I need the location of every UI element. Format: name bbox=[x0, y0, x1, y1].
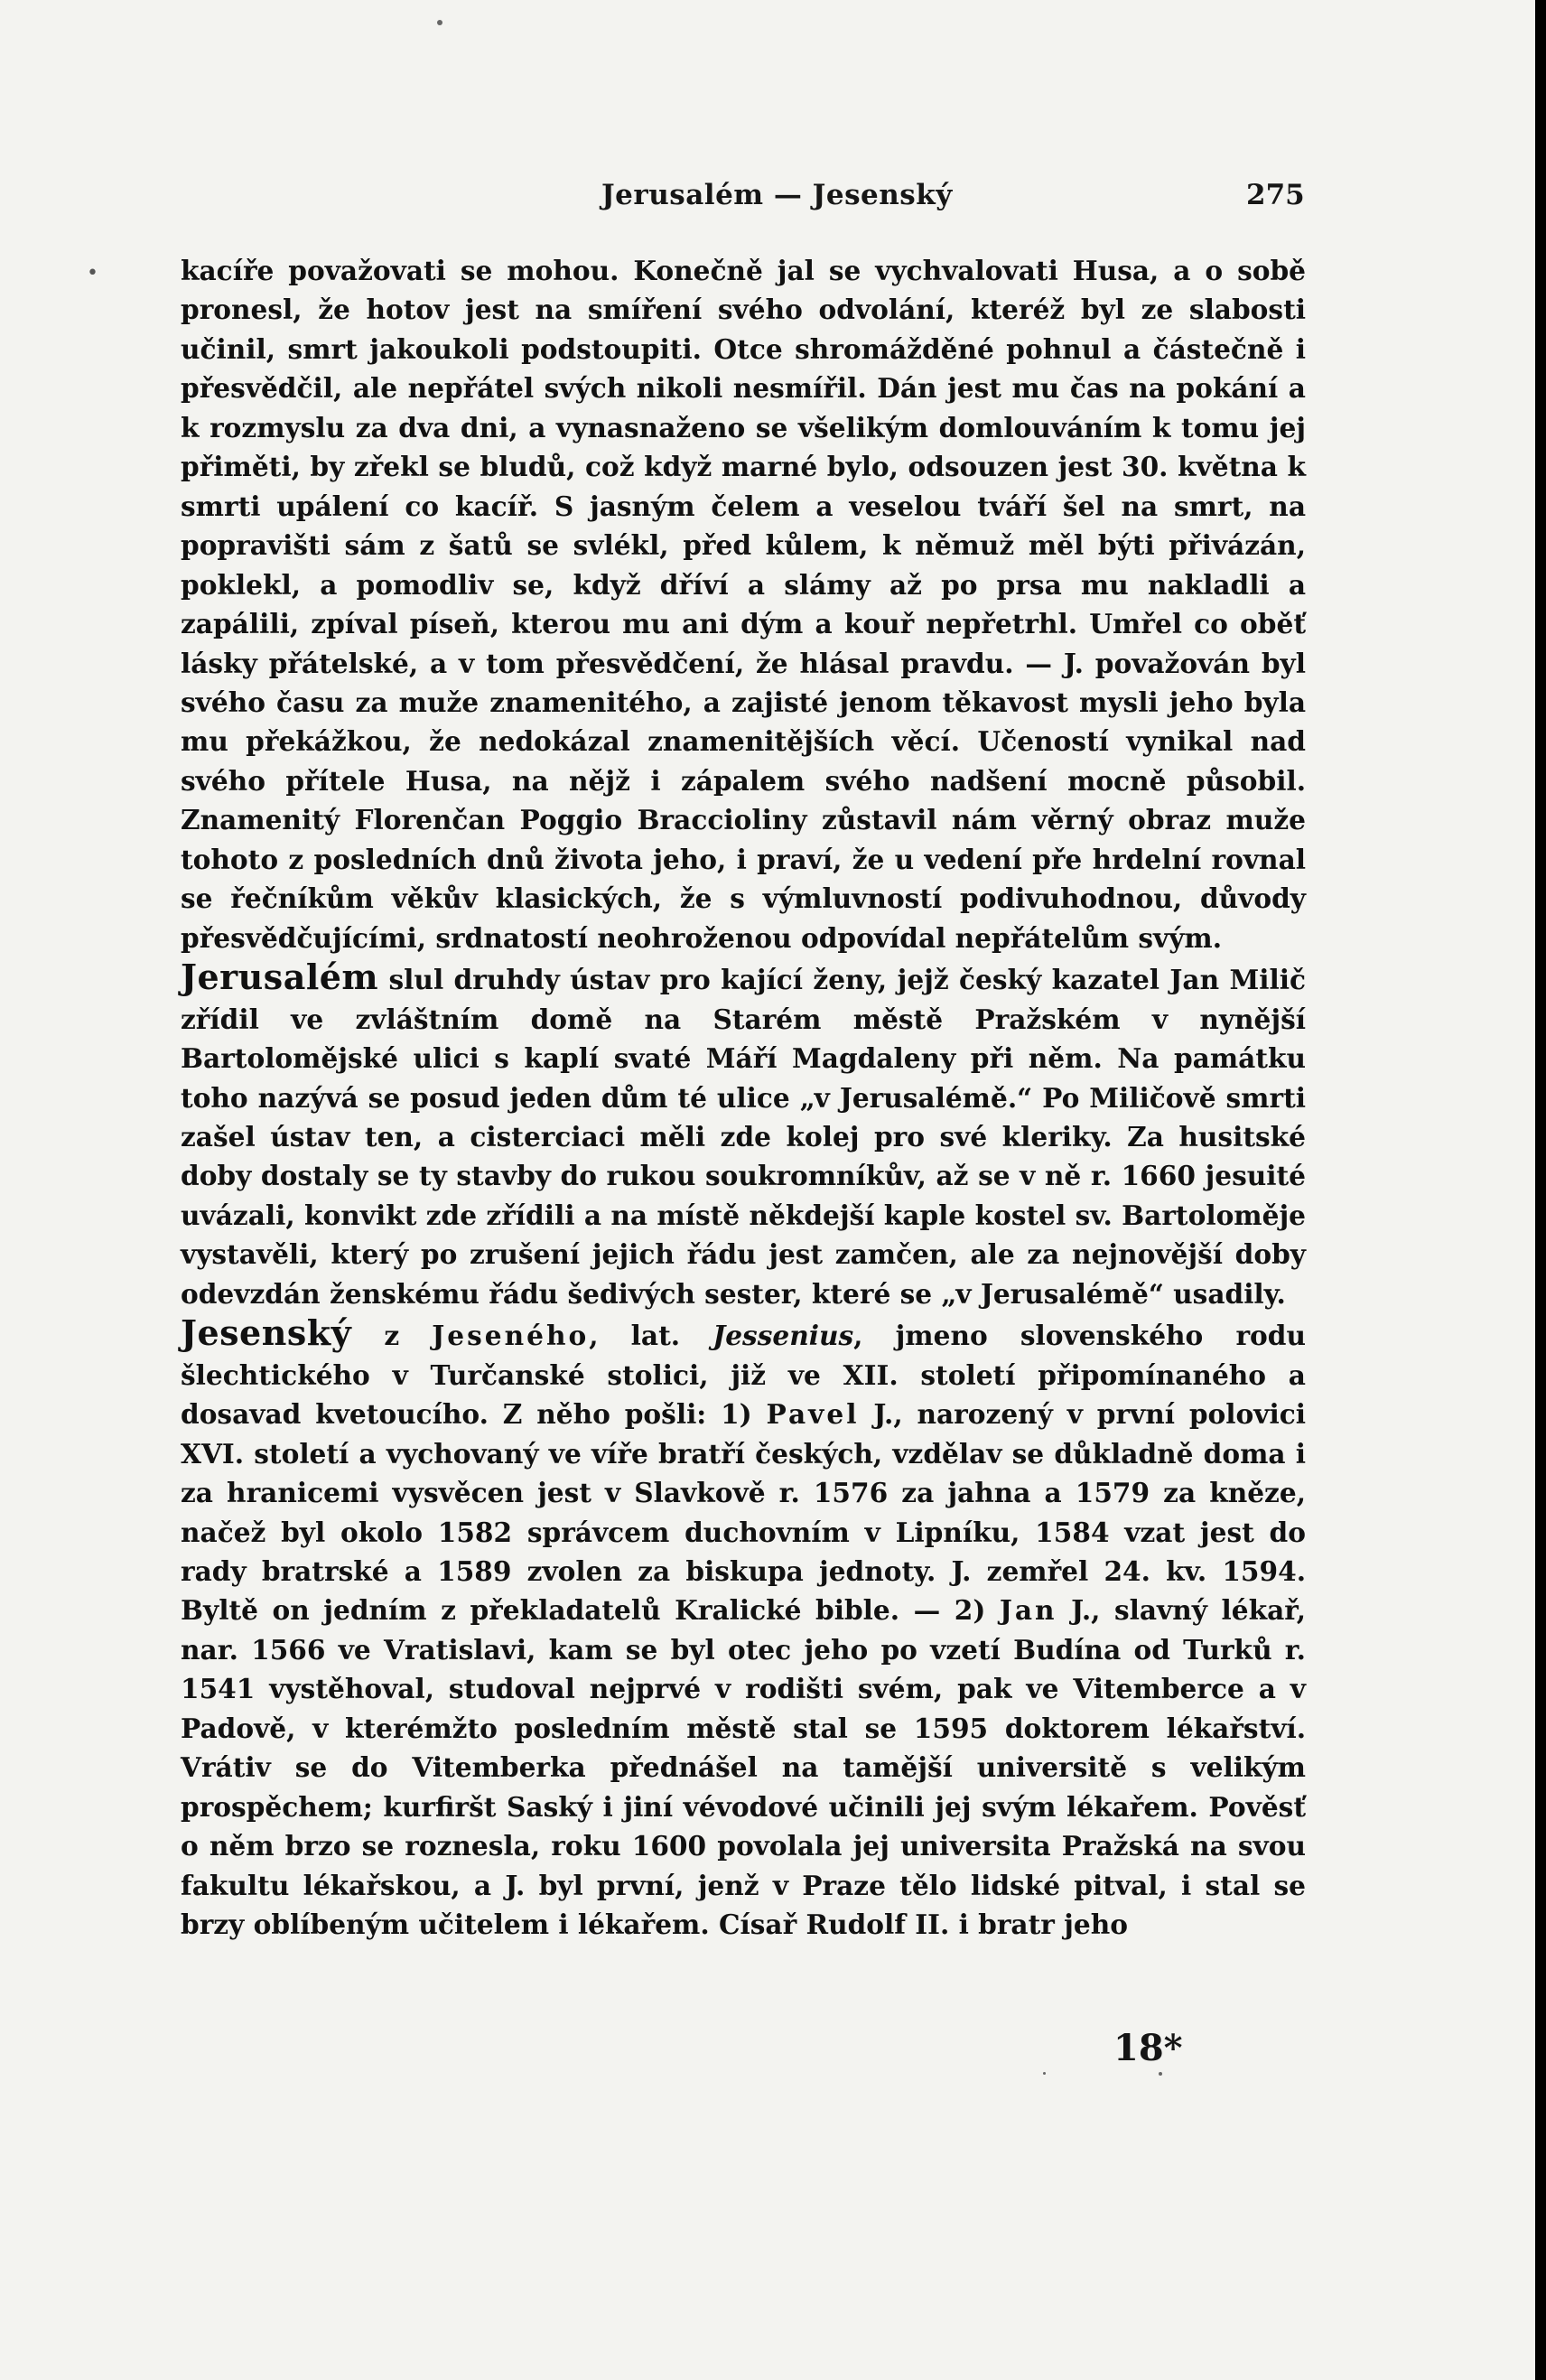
entry-headword-jesensky: Jesenský bbox=[181, 1312, 352, 1354]
entry-jerusalem bbox=[181, 957, 1306, 1313]
entry-text-segment: , jmeno slovenského rodu šlechtického v Turčanské stolici, již ve XII. století připomínaného a dosavad kvetoucího. Z něho pošli: 1) bbox=[181, 1320, 1306, 1431]
print-speck bbox=[1043, 2072, 1046, 2075]
margin-bullet-mark: • bbox=[87, 262, 98, 285]
entry-jesensky bbox=[181, 1313, 1306, 1944]
entry-headword-jerusalem: Jerusalém bbox=[181, 957, 379, 998]
entry-text-segment: J., slavný lékař, nar. 1566 ve Vratislavi, kam se byl otec jeho po vzetí Budína od Turků r. 1541 vystěhoval, studoval nejprvé v rodišti svém, pak ve Vitemberce a v Padově, v kterémžto posledním městě stal se 1595 doktorem lékařství. Vrátiv se do Vitemberka přednášel na tamější universitě s velikým prospěchem; kurfiršt Saský i jiní vévodové učinili jej svým lékařem. Pověsť o něm brzo se roznesla, roku 1600 povolala jej universita Pražská na svou fakultu lékařskou, a J. byl první, jenž v Praze tělo lidské pitval, i stal se brzy oblíbeným učitelem i lékařem. Císař Rudolf II. i bratr jeho bbox=[181, 1594, 1306, 1941]
print-speck bbox=[437, 20, 442, 25]
scan-edge bbox=[1535, 0, 1546, 2380]
body-text bbox=[181, 251, 1306, 1944]
running-header bbox=[0, 179, 1535, 220]
spaced-name-pavel: Pavel bbox=[766, 1398, 860, 1431]
spaced-name-jan: Jan bbox=[999, 1594, 1057, 1627]
latin-name: Jessenius bbox=[712, 1320, 854, 1352]
signature-mark: 18* bbox=[1113, 2027, 1183, 2069]
entry-text-segment: J., narozený v první polovici XVI. století a vychovaný ve víře bratří českých, vzdělav se důkladně doma i za hranicemi vysvěcen jest v Slavkově r. 1576 za jahna a 1579 za kněze, načež byl okolo 1582 správcem duchovním v Lipníku, 1584 vzat jest do rady bratrské a 1589 zvolen za biskupa jednoty. J. zemřel 24. kv. 1594. Byltě on jedním z překladatelů Kralické bible. — 2) bbox=[181, 1398, 1306, 1627]
spaced-name-jeseneho: Jeseného bbox=[432, 1320, 590, 1352]
entry-text-segment: z bbox=[351, 1320, 433, 1352]
page-number: 275 bbox=[1246, 179, 1305, 211]
entry-text-segment: , lat. bbox=[589, 1320, 713, 1352]
paragraph-continuation: kacíře považovati se mohou. Konečně jal se vychvalovati Husa, a o sobě pronesl, že hotov jest na smíření svého odvolání, kteréž byl ze slabosti učinil, smrt jakoukoli podstoupiti. Otce shromážděné pohnul a částečně i přesvědčil, ale nepřátel svých nikoli nesmířil. Dán jest mu čas na pokání a k rozmyslu za dva dni, a vynasnaženo se všelikým domlouváním k tomu jej přiměti, by zřekl se bludů, což když marné bylo, odsouzen jest 30. května k smrti upálení co kacíř. S jasným čelem a veselou tváří šel na smrt, na popravišti sám z šatů se svlékl, před kůlem, k němuž měl býti přivázán, poklekl, a pomodliv se, když dříví a slámy až po prsa mu nakladli a zapálili, zpíval píseň, kterou mu ani dým a kouř nepřetrhl. Umřel co oběť lásky přátelské, a v tom přesvědčení, že hlásal pravdu. — J. považován byl svého času za muže znamenitého, a zajisté jenom těkavost mysli jeho byla mu překážkou, že nedokázal znamenitějších věcí. Učeností vynikal nad svého přítele Husa, na nějž i zápalem svého nadšení mocně působil. Znamenitý Florenčan Poggio Braccioliny zůstavil nám věrný obraz muže tohoto z posledních dnů života jeho, i praví, že u vedení pře hrdelní rovnal se řečníkům věkův klasických, že s výmluvností podivuhodnou, důvody přesvědčujícími, srdnatostí neohroženou odpovídal nepřátelům svým. bbox=[181, 255, 1306, 954]
print-speck bbox=[1159, 2072, 1162, 2076]
running-title: Jerusalém — Jesenský bbox=[601, 179, 953, 211]
entry-text-jerusalem: slul druhdy ústav pro kající ženy, jejž český kazatel Jan Milič zřídil ve zvláštním domě na Starém městě Pražském v nynější Bartolomějské ulici s kaplí svaté Máří Magdaleny při něm. Na památku toho nazývá se posud jeden dům té ulice „v Jerusalémě.“ Po Miličově smrti zašel ústav ten, a cisterciaci měli zde kolej pro své kleriky. Za husitské doby dostaly se ty stavby do rukou soukromníkův, až se v ně r. 1660 jesuité uvázali, konvikt zde zřídili a na místě někdejší kaple kostel sv. Bartoloměje vystavěli, který po zrušení jejich řádu jest zamčen, ale za nejnovější doby odevzdán ženskému řádu šedivých sester, které se „v Jerusalémě“ usadily. bbox=[181, 964, 1306, 1310]
